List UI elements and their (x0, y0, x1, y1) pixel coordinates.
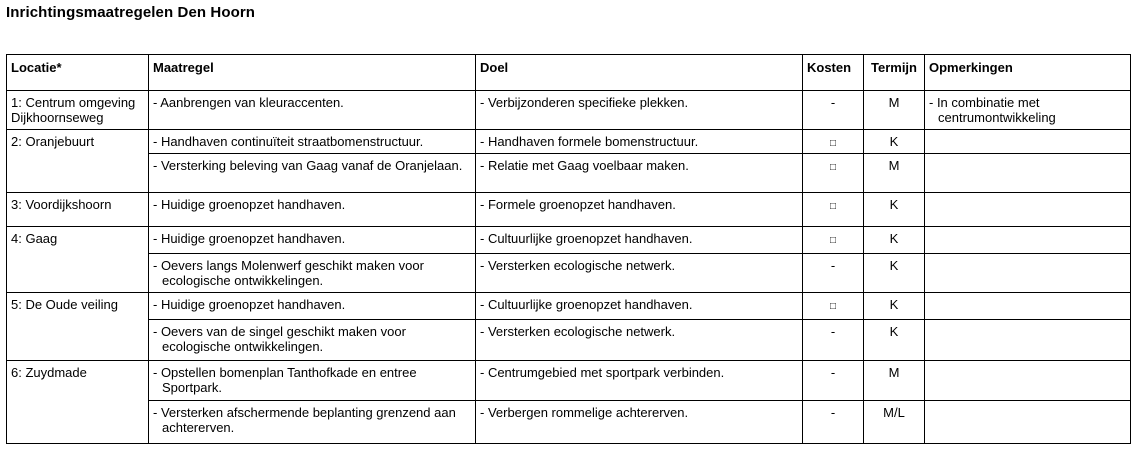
cell-kosten (803, 154, 864, 193)
table-row (7, 401, 1131, 444)
cell-doel (476, 320, 803, 361)
doel-text: - Cultuurlijke groenopzet handhaven. (480, 231, 693, 246)
cell-termijn: M (864, 91, 925, 130)
table-row (7, 227, 1131, 254)
cell-termijn: M (864, 154, 925, 193)
maatregel-text: - Handhaven continuïteit straatbomenstructuur. (153, 134, 424, 149)
doel-text: - Formele groenopzet handhaven. (480, 197, 676, 212)
cell-termijn: K (864, 193, 925, 227)
cell-termijn: M/L (864, 401, 925, 444)
cell-termijn: M (864, 361, 925, 401)
table-row (7, 154, 1131, 193)
cell-opmerkingen (925, 361, 1131, 401)
header-maatregel: Maatregel (149, 55, 476, 91)
cell-locatie: 5: De Oude veiling (7, 293, 149, 361)
table-row (7, 361, 1131, 401)
cell-opmerkingen (925, 227, 1131, 254)
cell-kosten: - (803, 401, 864, 444)
cell-opmerkingen (925, 254, 1131, 293)
cell-doel (476, 130, 803, 154)
doel-text: - Verbijzonderen specifieke plekken. (480, 95, 689, 110)
cell-doel (476, 91, 803, 130)
doel-text: - Handhaven formele bomenstructuur. (480, 134, 699, 149)
cell-maatregel (149, 254, 476, 293)
cell-maatregel (149, 154, 476, 193)
doel-text: - Verbergen rommelige achtererven. (480, 405, 689, 420)
maatregel-text: - Versterking beleving van Gaag vanaf de Oranjelaan. (153, 158, 463, 173)
cell-maatregel (149, 293, 476, 320)
cell-kosten (803, 193, 864, 227)
maatregel-text: - Oevers langs Molenwerf geschikt maken voor ecologische ontwikkelingen. (153, 258, 424, 288)
cell-opmerkingen (925, 320, 1131, 361)
cell-kosten: - (803, 320, 864, 361)
cell-opmerkingen (925, 193, 1131, 227)
cell-doel (476, 401, 803, 444)
cell-kosten (803, 227, 864, 254)
doel-text: - Versterken ecologische netwerk. (480, 324, 676, 339)
cell-maatregel (149, 91, 476, 130)
cell-doel (476, 293, 803, 320)
cell-kosten: - (803, 91, 864, 130)
cell-locatie: 6: Zuydmade (7, 361, 149, 444)
table-row (7, 130, 1131, 154)
cell-opmerkingen (925, 401, 1131, 444)
cell-maatregel (149, 130, 476, 154)
header-termijn: Termijn (864, 55, 925, 91)
table-row (7, 193, 1131, 227)
cell-opmerkingen (925, 91, 1131, 130)
doel-text: - Cultuurlijke groenopzet handhaven. (480, 297, 693, 312)
maatregel-text: - Oevers van de singel geschikt maken voor ecologische ontwikkelingen. (153, 324, 406, 354)
cell-doel (476, 193, 803, 227)
measures-table (6, 54, 1131, 444)
cell-maatregel (149, 401, 476, 444)
cell-opmerkingen (925, 293, 1131, 320)
cell-doel (476, 361, 803, 401)
cell-maatregel (149, 193, 476, 227)
header-kosten: Kosten (803, 55, 864, 91)
cell-maatregel (149, 227, 476, 254)
cell-termijn: K (864, 293, 925, 320)
cost-box-icon: □ (829, 301, 837, 312)
cell-locatie: 2: Oranjebuurt (7, 130, 149, 193)
cell-kosten: - (803, 361, 864, 401)
header-opmerkingen: Opmerkingen (925, 55, 1131, 91)
table-row (7, 254, 1131, 293)
cost-box-icon: □ (829, 162, 837, 173)
cell-kosten (803, 293, 864, 320)
table-row (7, 91, 1131, 130)
opmerkingen-text: - In combinatie met centrumontwikkeling (929, 95, 1056, 125)
table-row (7, 293, 1131, 320)
header-locatie: Locatie* (7, 55, 149, 91)
cell-doel (476, 254, 803, 293)
cell-termijn: K (864, 130, 925, 154)
cell-termijn: K (864, 227, 925, 254)
cost-box-icon: □ (829, 138, 837, 149)
maatregel-text: - Opstellen bomenplan Tanthofkade en entree Sportpark. (153, 365, 417, 395)
cell-maatregel (149, 320, 476, 361)
cell-termijn: K (864, 254, 925, 293)
table-header-row (7, 55, 1131, 91)
header-doel: Doel (476, 55, 803, 91)
maatregel-text: - Versterken afschermende beplanting grenzend aan achtererven. (153, 405, 456, 435)
cost-box-icon: □ (829, 201, 837, 212)
page-title: Inrichtingsmaatregelen Den Hoorn (6, 4, 256, 21)
maatregel-text: - Aanbrengen van kleuraccenten. (153, 95, 344, 110)
cell-kosten: - (803, 254, 864, 293)
doel-text: - Versterken ecologische netwerk. (480, 258, 676, 273)
cell-locatie: 4: Gaag (7, 227, 149, 293)
maatregel-text: - Huidige groenopzet handhaven. (153, 231, 346, 246)
cell-doel (476, 227, 803, 254)
cell-opmerkingen (925, 154, 1131, 193)
maatregel-text: - Huidige groenopzet handhaven. (153, 197, 346, 212)
cell-locatie: 1: Centrum omgeving Dijkhoornseweg (7, 91, 149, 130)
cell-kosten (803, 130, 864, 154)
doel-text: - Relatie met Gaag voelbaar maken. (480, 158, 689, 173)
cell-doel (476, 154, 803, 193)
cell-locatie: 3: Voordijkshoorn (7, 193, 149, 227)
cell-opmerkingen (925, 130, 1131, 154)
doel-text: - Centrumgebied met sportpark verbinden. (480, 365, 725, 380)
table-row (7, 320, 1131, 361)
cell-termijn: K (864, 320, 925, 361)
maatregel-text: - Huidige groenopzet handhaven. (153, 297, 346, 312)
cell-maatregel (149, 361, 476, 401)
cost-box-icon: □ (829, 235, 837, 246)
